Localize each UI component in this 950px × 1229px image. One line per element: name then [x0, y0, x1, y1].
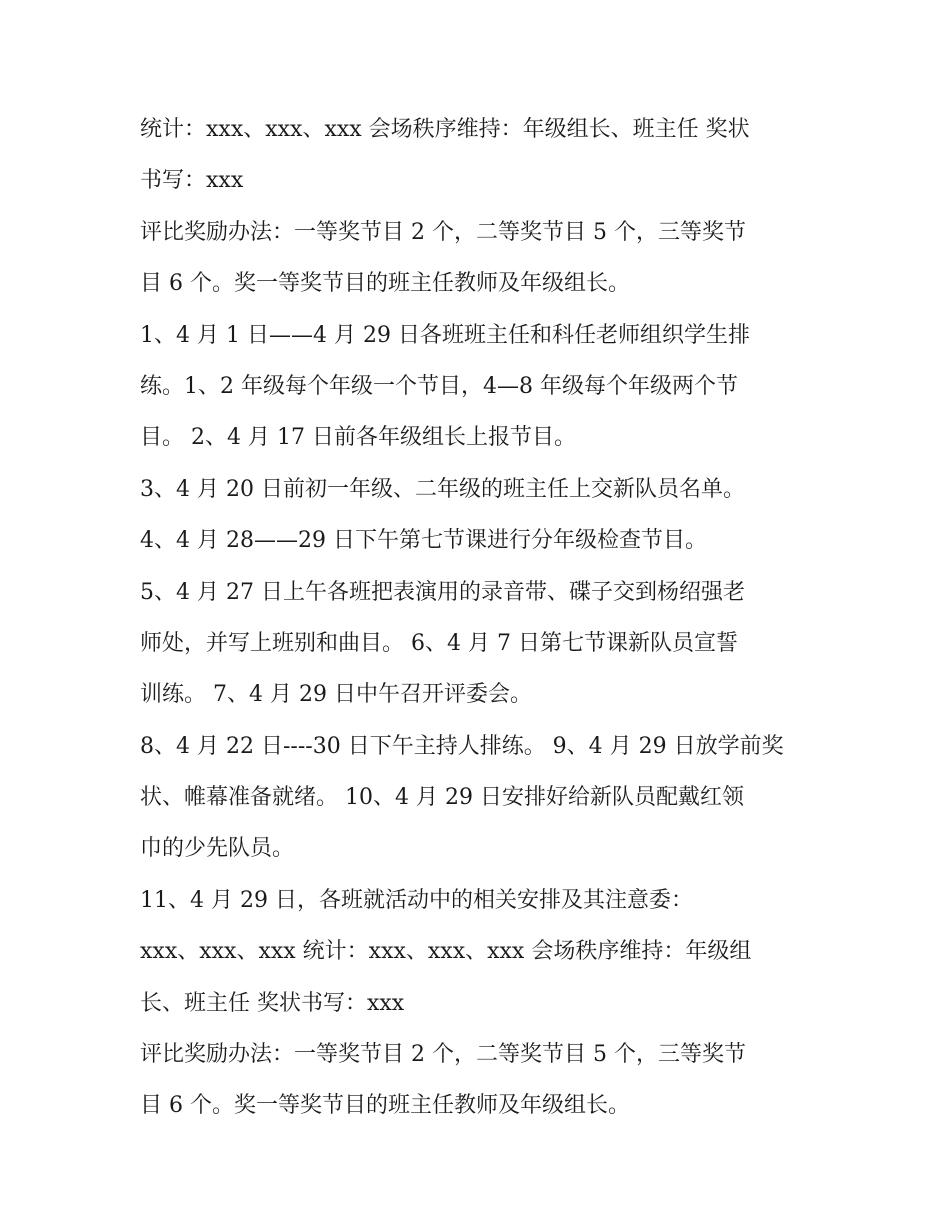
- text-line: 1、4 月 1 日——4 月 29 日各班班主任和科任老师组织学生排: [140, 322, 750, 348]
- text-line: 书写：xxx: [140, 168, 244, 194]
- text-line: 状、帷幕准备就绪。 10、4 月 29 日安排好给新队员配戴红领: [140, 785, 744, 811]
- document-body: [140, 104, 812, 1132]
- text-line: 统计：xxx、xxx、xxx 会场秩序维持：年级组长、班主任 奖状: [140, 117, 750, 142]
- text-line: 目 6 个。奖一等奖节目的班主任教师及年级组长。: [140, 1093, 630, 1119]
- text-line: 训练。 7、4 月 29 日中午召开评委会。: [140, 682, 532, 708]
- text-line: 巾的少先队员。: [140, 836, 295, 862]
- text-line: 3、4 月 20 日前初一年级、二年级的班主任上交新队员名单。: [140, 476, 745, 502]
- text-line: 4、4 月 28——29 日下午第七节课进行分年级检查节目。: [140, 528, 707, 554]
- text-line: 评比奖励办法：一等奖节目 2 个，二等奖节目 5 个，三等奖节: [140, 219, 746, 245]
- text-line: 评比奖励办法：一等奖节目 2 个，二等奖节目 5 个，三等奖节: [140, 1042, 746, 1068]
- text-line: 11、4 月 29 日，各班就活动中的相关安排及其注意委：: [140, 887, 693, 913]
- text-line: 目。 2、4 月 17 日前各年级组长上报节目。: [140, 425, 576, 451]
- text-line: 练。1、2 年级每个年级一个节目，4—8 年级每个年级两个节: [140, 373, 738, 399]
- text-line: 8、4 月 22 日----30 日下午主持人排练。 9、4 月 29 日放学前奖: [140, 733, 784, 759]
- text-line: 师处，并写上班别和曲目。 6、4 月 7 日第七节课新队员宣誓: [140, 630, 738, 656]
- text-line: xxx、xxx、xxx 统计：xxx、xxx、xxx 会场秩序维持：年级组: [140, 939, 752, 965]
- text-line: 目 6 个。奖一等奖节目的班主任教师及年级组长。: [140, 271, 630, 297]
- text-line: 长、班主任 奖状书写：xxx: [140, 990, 405, 1016]
- text-line: 5、4 月 27 日上午各班把表演用的录音带、碟子交到杨绍强老: [140, 579, 745, 605]
